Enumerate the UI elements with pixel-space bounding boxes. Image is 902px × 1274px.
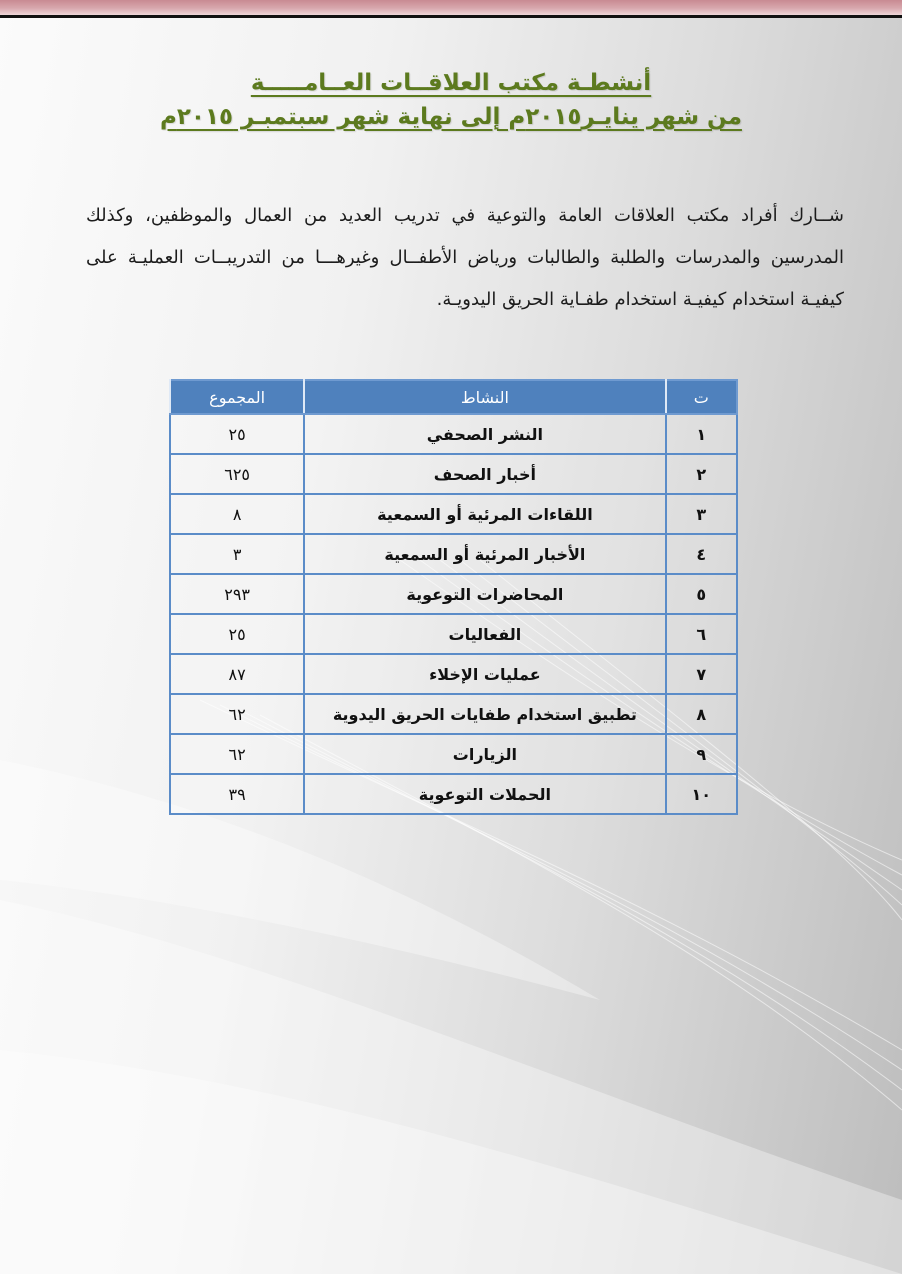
table-row	[170, 774, 737, 814]
table-header-row	[170, 380, 737, 414]
page-title: أنشطـة مكتب العلاقــات العــامـــــة	[250, 70, 652, 96]
row-num: ٦	[666, 614, 738, 654]
row-total: ٣٩	[170, 774, 304, 814]
row-activity: اللقاءات المرئية أو السمعية	[304, 494, 665, 534]
row-total: ٢٥	[170, 614, 304, 654]
header-total: المجموع	[170, 380, 304, 414]
row-activity: الحملات التوعوية	[304, 774, 665, 814]
row-activity: الأخبار المرئية أو السمعية	[304, 534, 665, 574]
row-num: ٨	[666, 694, 738, 734]
row-total: ٦٢	[170, 734, 304, 774]
row-activity: الفعاليات	[304, 614, 665, 654]
row-activity: أخبار الصحف	[304, 454, 665, 494]
table-row	[170, 534, 737, 574]
table-row	[170, 614, 737, 654]
row-num: ١٠	[666, 774, 738, 814]
row-num: ٤	[666, 534, 738, 574]
row-total: ٢٥	[170, 414, 304, 454]
top-rule	[0, 15, 902, 18]
row-num: ٩	[666, 734, 738, 774]
row-num: ٣	[666, 494, 738, 534]
row-activity: عمليات الإخلاء	[304, 654, 665, 694]
table-row	[170, 654, 737, 694]
row-num: ٥	[666, 574, 738, 614]
top-band	[0, 0, 902, 15]
row-total: ٦٢٥	[170, 454, 304, 494]
table-row	[170, 414, 737, 454]
title-block	[0, 70, 902, 130]
row-activity: الزيارات	[304, 734, 665, 774]
row-total: ٢٩٣	[170, 574, 304, 614]
header-activity: النشاط	[304, 380, 665, 414]
row-activity: المحاضرات التوعوية	[304, 574, 665, 614]
row-num: ٧	[666, 654, 738, 694]
page-subtitle: من شهر ينايـر٢٠١٥م إلى نهاية شهر سبتمبـر ٢٠١٥م	[160, 104, 742, 130]
row-activity: النشر الصحفي	[304, 414, 665, 454]
table-row	[170, 694, 737, 734]
table-row	[170, 734, 737, 774]
row-total: ٨٧	[170, 654, 304, 694]
row-total: ٣	[170, 534, 304, 574]
table-row	[170, 574, 737, 614]
row-total: ٨	[170, 494, 304, 534]
row-activity: تطبيق استخدام طفايات الحريق اليدوية	[304, 694, 665, 734]
intro-paragraph: شــارك أفراد مكتب العلاقات العامة والتوعية في تدريب العديد من العمال والموظفين، وكذلك المدرسين والمدرسات والطلبة والطالبات ورياض الأطفــال وغيرهـــا من التدريبــات العمليـة على كيفيـة استخدام كيفيـة استخدام طفـاية الحريق اليدويـة.	[86, 205, 844, 310]
row-num: ١	[666, 414, 738, 454]
header-num: ت	[666, 380, 738, 414]
activities-table	[169, 379, 738, 815]
table-row	[170, 454, 737, 494]
table-row	[170, 494, 737, 534]
row-total: ٦٢	[170, 694, 304, 734]
row-num: ٢	[666, 454, 738, 494]
